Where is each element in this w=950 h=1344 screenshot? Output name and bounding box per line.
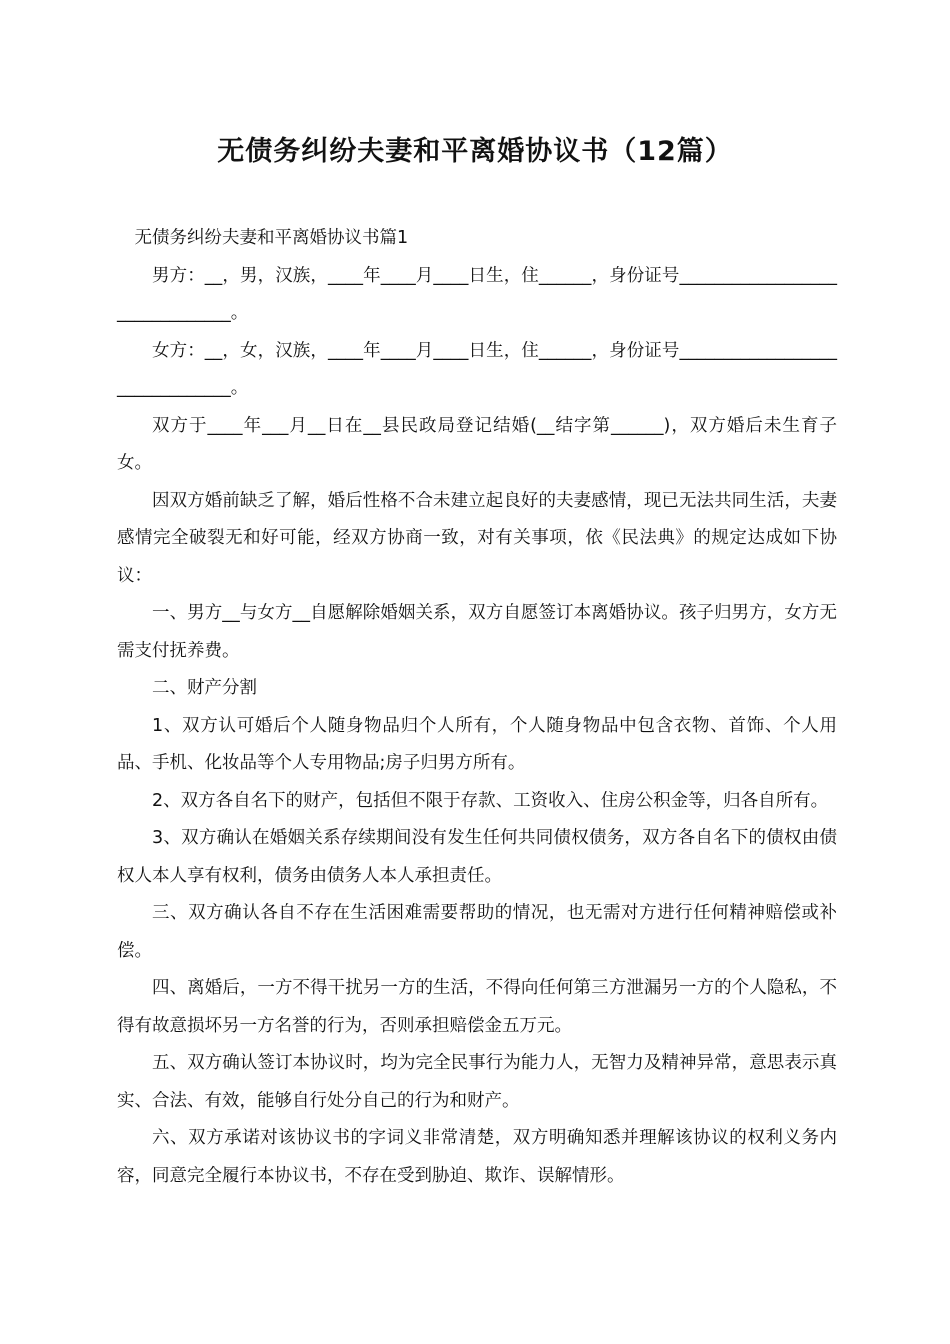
paragraph-clause-6: 六、双方承诺对该协议书的字词义非常清楚，双方明确知悉并理解该协议的权利义务内容，同意完全履行本协议书，不存在受到胁迫、欺诈、误解情形。 [117, 1128, 837, 1186]
paragraph-wife-info: 女方：__，女，汉族，____年____月____日生，住______，身份证号_______________________________。 [117, 340, 837, 398]
document-title: 无债务纠纷夫妻和平离婚协议书（12篇） [217, 136, 733, 167]
paragraph-reason: 因双方婚前缺乏了解，婚后性格不合未建立起良好的夫妻感情，现已无法共同生活，夫妻感情完全破裂无和好可能，经双方协商一致，对有关事项，依《民法典》的规定达成如下协议： [117, 490, 837, 586]
paragraph-husband-info: 男方：__，男，汉族，____年____月____日生，住______，身份证号_______________________________。 [117, 265, 837, 323]
paragraph-clause-2-heading: 二、财产分割 [152, 678, 257, 698]
paragraph-clause-2-item-1: 1、双方认可婚后个人随身物品归个人所有，个人随身物品中包含衣物、首饰、个人用品、手机、化妆品等个人专用物品;房子归男方所有。 [117, 715, 837, 773]
paragraph-clause-2-item-2: 2、双方各自名下的财产，包括但不限于存款、工资收入、住房公积金等，归各自所有。 [152, 790, 829, 811]
paragraph-clause-5: 五、双方确认签订本协议时，均为完全民事行为能力人，无智力及精神异常，意思表示真实、合法、有效，能够自行处分自己的行为和财产。 [117, 1053, 837, 1111]
paragraph-marriage-registration: 双方于____年___月__日在__县民政局登记结婚(__结字第______)，双方婚后未生育子女。 [117, 415, 837, 473]
document-body [117, 220, 837, 1195]
paragraph-clause-2-item-3: 3、双方确认在婚姻关系存续期间没有发生任何共同债权债务，双方各自名下的债权由债权人本人享有权利，债务由债务人本人承担责任。 [117, 828, 837, 886]
paragraph-clause-1: 一、男方__与女方__自愿解除婚姻关系，双方自愿签订本离婚协议。孩子归男方，女方无需支付抚养费。 [117, 603, 837, 661]
paragraph-clause-4: 四、离婚后，一方不得干扰另一方的生活，不得向任何第三方泄漏另一方的个人隐私，不得有故意损坏另一方名誉的行为，否则承担赔偿金五万元。 [117, 978, 837, 1036]
section-heading: 无债务纠纷夫妻和平离婚协议书篇1 [134, 228, 409, 248]
paragraph-clause-3: 三、双方确认各自不存在生活困难需要帮助的情况，也无需对方进行任何精神赔偿或补偿。 [117, 903, 837, 961]
